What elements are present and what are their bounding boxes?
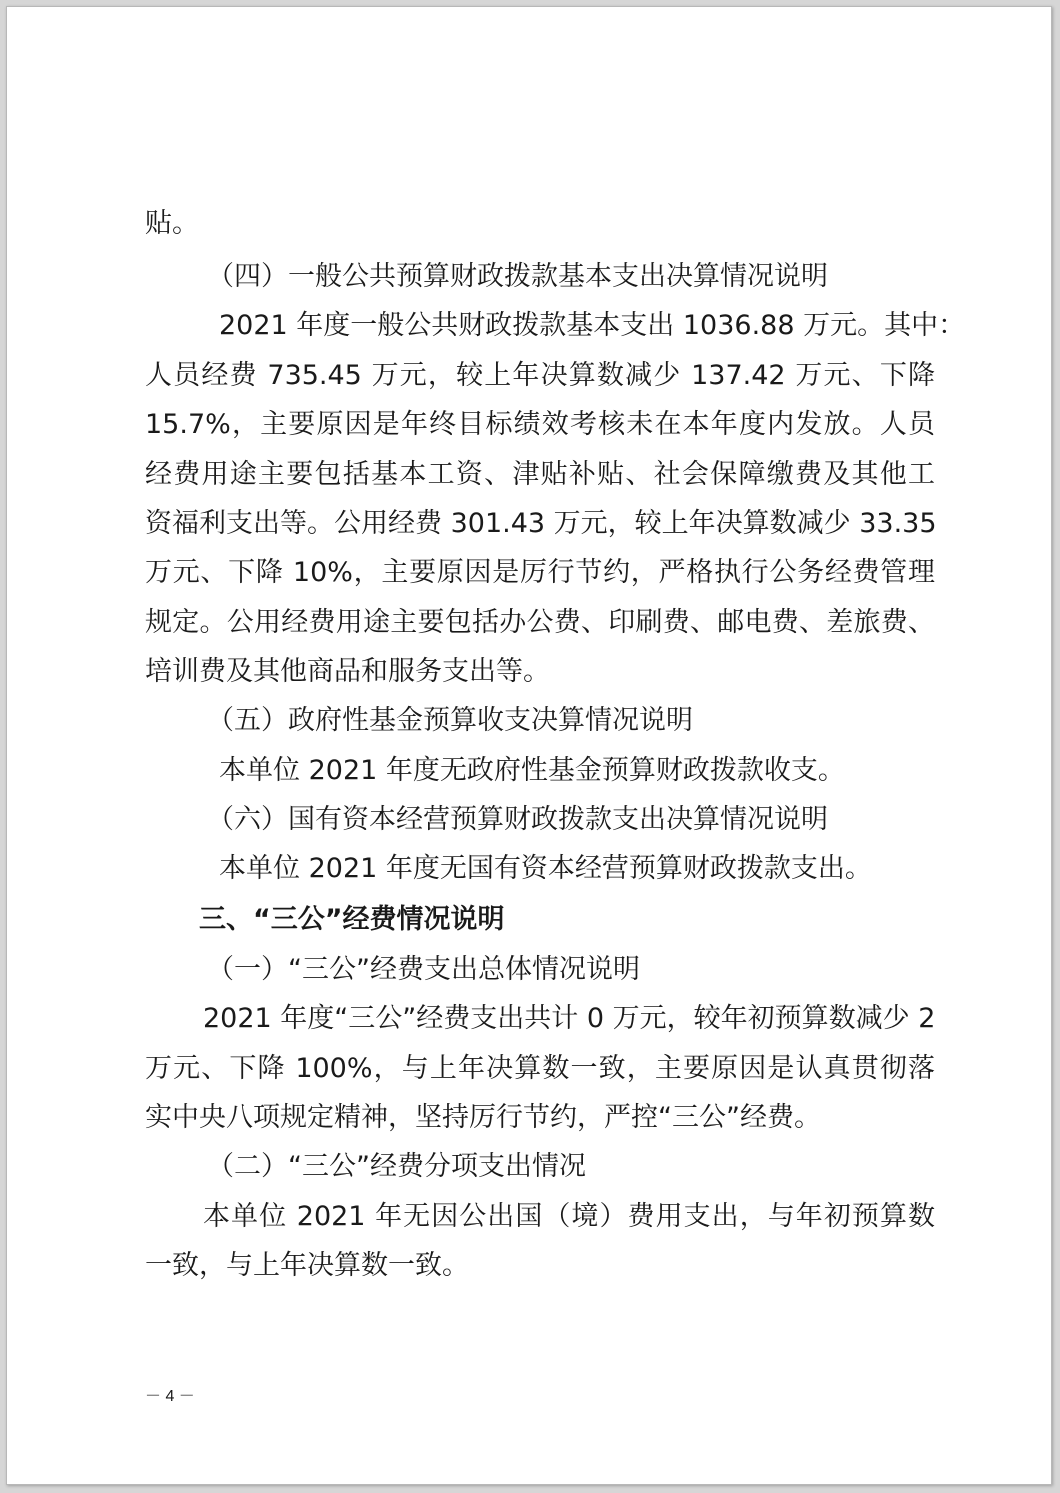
text-line: 实中央八项规定精神，坚持厉行节约，严控“三公”经费。 [145,1102,821,1133]
document-page [6,6,1052,1485]
text-line: 2021 年度“三公”经费支出共计 0 万元，较年初预算数减少 2 [203,1003,936,1034]
text-line: 本单位 2021 年度无政府性基金预算财政拨款收支。 [219,755,845,786]
text-line: 2021 年度一般公共财政拨款基本支出 1036.88 万元。其中： [219,310,966,341]
text-line: 人员经费 735.45 万元，较上年决算数减少 137.42 万元、下降 [145,360,935,391]
text-line: 15.7%，主要原因是年终目标绩效考核未在本年度内发放。人员 [145,409,935,440]
section-heading: （二）“三公”经费分项支出情况 [207,1151,586,1182]
text-line: 规定。公用经费用途主要包括办公费、印刷费、邮电费、差旅费、 [145,607,935,638]
page-number: － 4 － [145,1388,195,1405]
text-line: 经费用途主要包括基本工资、津贴补贴、社会保障缴费及其他工 [145,459,935,490]
text-line: 本单位 2021 年度无国有资本经营预算财政拨款支出。 [219,853,872,884]
section-heading: （五）政府性基金预算收支决算情况说明 [207,705,693,736]
chapter-heading: 三、“三公”经费情况说明 [199,904,505,935]
section-heading: （六）国有资本经营预算财政拨款支出决算情况说明 [207,804,828,835]
text-line: 培训费及其他商品和服务支出等。 [145,656,550,687]
text-line: 本单位 2021 年无因公出国（境）费用支出，与年初预算数 [203,1201,935,1232]
text-line: 一致，与上年决算数一致。 [145,1250,469,1281]
section-heading: （四）一般公共预算财政拨款基本支出决算情况说明 [207,261,828,292]
section-heading: （一）“三公”经费支出总体情况说明 [207,954,640,985]
text-line: 贴。 [145,208,199,239]
text-line: 资福利支出等。公用经费 301.43 万元，较上年决算数减少 33.35 [145,508,937,539]
text-line: 万元、下降 10%，主要原因是厉行节约，严格执行公务经费管理 [145,557,935,588]
text-line: 万元、下降 100%，与上年决算数一致，主要原因是认真贯彻落 [145,1053,935,1084]
